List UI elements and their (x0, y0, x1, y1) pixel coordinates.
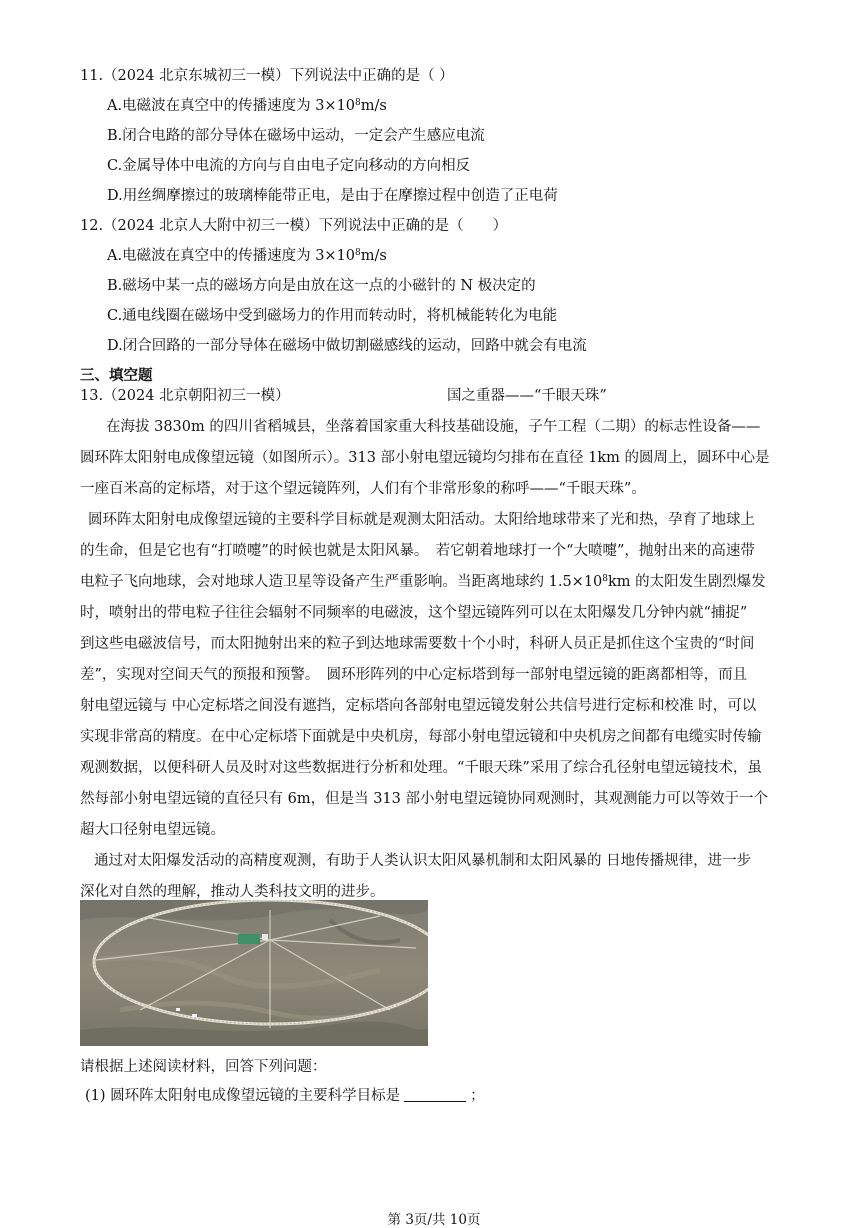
q11-option-c: C.金属导体中电流的方向与自由电子定向移动的方向相反 (107, 158, 471, 174)
page-footer: 第 3页/共 10页 (387, 1212, 481, 1228)
paragraph-line: 超大口径射电望远镜。 (80, 822, 225, 838)
paragraph-line: 电粒子飞向地球，会对地球人造卫星等设备产生严重影响。当距离地球约 $1.5\times 10^8km$ 的太阳发生剧烈爆发 (80, 574, 766, 590)
q11-option-b: B.闭合电路的部分导体在磁场中运动，一定会产生感应电流 (107, 128, 485, 144)
subquestion-1: (1) 圆环阵太阳射电成像望远镜的主要科学目标是 ； (85, 1088, 485, 1104)
paragraph-line: 一座百米高的定标塔，对于这个望远镜阵列，人们有个非常形象的称呼——“千眼天珠”。 (80, 481, 646, 497)
q13-source: 13.（2024 北京朝阳初三一模） (80, 388, 290, 404)
paragraph-line: 实现非常高的精度。在中心定标塔下面就是中央机房，每部小射电望远镜和中央机房之间都有电缆实时传输 (80, 729, 762, 745)
paragraph-line: 深化对自然的理解，推动人类科技文明的进步。 (80, 884, 385, 900)
q12-stem: 12.（2024 北京人大附中初三一模）下列说法中正确的是（ ） (80, 218, 508, 234)
paragraph-line: 的生命，但是它也有“打喷嚏”的时候也就是太阳风暴。 若它朝着地球打一个“大喷嚏”，抛射出来的高速带 (80, 543, 755, 559)
q12-option-a: A.电磁波在真空中的传播速度为 $3\times 10^8m/s$ (107, 248, 387, 264)
q11-option-d: D.用丝绸摩擦过的玻璃棒能带正电，是由于在摩擦过程中创造了正电荷 (107, 188, 558, 204)
paragraph-line: 差”，实现对空间天气的预报和预警。 圆环形阵列的中心定标塔到每一部射电望远镜的距离都相等，而且 (80, 667, 748, 683)
telescope-array-photo (80, 900, 428, 1046)
q13-article-title: 国之重器——“千眼天珠” (447, 388, 607, 404)
q12-option-c: C.通电线圈在磁场中受到磁场力的作用而转动时，将机械能转化为电能 (107, 308, 558, 324)
paragraph-line: 射电望远镜与 中心定标塔之间没有遮挡，定标塔向各部射电望远镜发射公共信号进行定标和校准 时，可以 (80, 698, 757, 714)
paragraph-line: 观测数据，以便科研人员及时对这些数据进行分析和处理。“千眼天珠”采用了综合孔径射电望远镜技术，虽 (80, 760, 762, 776)
q11-option-a: A.电磁波在真空中的传播速度为 $3\times 10^8m/s$ (107, 98, 387, 114)
q11-stem: 11.（2024 北京东城初三一模）下列说法中正确的是（ ） (80, 68, 454, 84)
paragraph-line: 时，喷射出的带电粒子往往会辐射不同频率的电磁波，这个望远镜阵列可以在太阳爆发几分钟内就“捕捉” (80, 605, 748, 621)
question-prompt: 请根据上述阅读材料，回答下列问题： (80, 1059, 327, 1075)
paragraph-line: 圆环阵太阳射电成像望远镜的主要科学目标就是观测太阳活动。太阳给地球带来了光和热，孕育了地球上 (88, 512, 755, 528)
q12-option-d: D.闭合回路的一部分导体在磁场中做切割磁感线的运动，回路中就会有电流 (107, 338, 587, 354)
paragraph-line: 到这些电磁波信号，而太阳抛射出来的粒子到达地球需要数十个小时，科研人员正是抓住这个宝贵的“时间 (80, 636, 755, 652)
q12-option-b: B.磁场中某一点的磁场方向是由放在这一点的小磁针的 N 极决定的 (107, 278, 536, 294)
answer-blank[interactable] (404, 1087, 466, 1102)
paragraph-line: 在海拔 3830m 的四川省稻城县，坐落着国家重大科技基础设施，子午工程（二期）的标志性设备—— (106, 419, 761, 435)
paragraph-line: 通过对太阳爆发活动的高精度观测，有助于人类认识太阳风暴机制和太阳风暴的 日地传播规律，进一步 (94, 853, 752, 869)
paragraph-line: 然每部小射电望远镜的直径只有 6m，但是当 313 部小射电望远镜协同观测时，其观测能力可以等效于一个 (80, 791, 768, 807)
paragraph-line: 圆环阵太阳射电成像望远镜（如图所示）。313 部小射电望远镜均匀排布在直径 1km 的圆周上，圆环中心是 (80, 450, 770, 466)
section-heading: 三、填空题 (80, 368, 153, 384)
